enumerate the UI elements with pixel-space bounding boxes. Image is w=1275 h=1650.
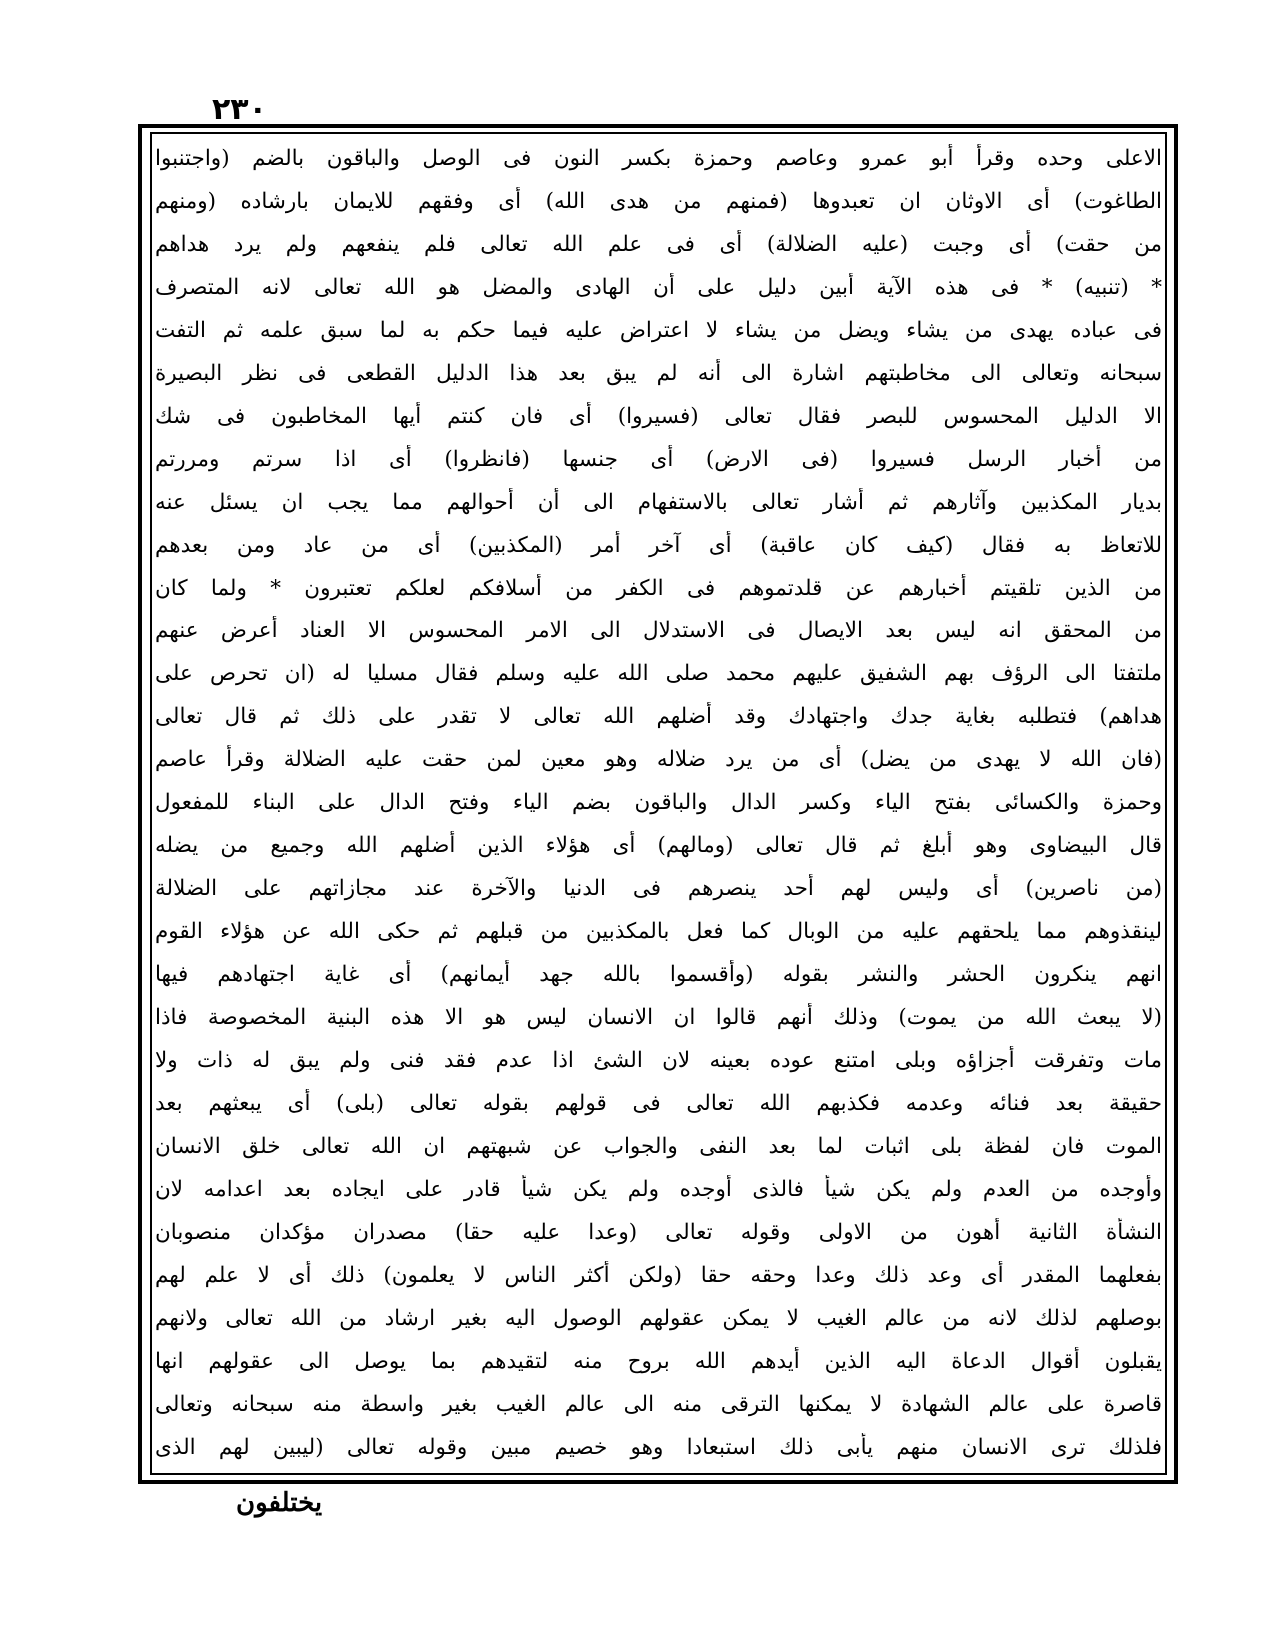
text-line: سبحانه وتعالى الى مخاطبتهم اشارة الى أنه لم يبق بعد هذا الدليل القطعى فى نظر البصيرة [155,360,1162,386]
text-line: النشأة الثانية أهون من الاولى وقوله تعالى (وعدا عليه حقا) مصدران مؤكدان منصوبان [155,1219,1162,1245]
text-line: (فان الله لا يهدى من يضل) أى من يرد ضلاله وهو معين لمن حقت عليه الضلالة وقرأ عاصم [155,747,1162,773]
text-line: حقيقة بعد فنائه وعدمه فكذبهم الله تعالى فى قولهم بقوله تعالى (بلى) أى يبعثهم بعد [155,1090,1162,1116]
text-line: الموت فان لفظة بلى اثبات لما بعد النفى والجواب عن شبهتهم ان الله تعالى خلق الانسان [155,1133,1162,1159]
catchword: يختلفون [236,1488,323,1518]
text-line: يقبلون أقوال الدعاة اليه الذين أيدهم الله بروح منه لتقيدهم بما يوصل الى عقولهم انها [155,1348,1162,1374]
text-line: انهم ينكرون الحشر والنشر بقوله (وأقسموا بالله جهد أيمانهم) أى غاية اجتهادهم فيها [155,962,1162,988]
text-line: قاصرة على عالم الشهادة لا يمكنها الترقى منه الى عالم الغيب بغير واسطة منه سبحانه وتعالى [155,1391,1162,1417]
main-text-block [155,142,1162,1467]
text-line: هداهم) فتطلبه بغاية جدك واجتهادك وقد أضلهم الله تعالى لا تقدر على ذلك ثم قال تعالى [155,704,1162,730]
text-line: ملتفتا الى الرؤف بهم الشفيق عليهم محمد صلى الله عليه وسلم فقال مسليا له (ان تحرص على [155,661,1162,687]
text-line: من أخبار الرسل فسيروا (فى الارض) أى جنسها (فانظروا) أى اذا سرتم ومررتم [155,446,1162,472]
text-line: بوصلهم لذلك لانه من عالم الغيب لا يمكن عقولهم الوصول اليه بغير ارشاد من الله تعالى ولانهم [155,1305,1162,1331]
text-line: بفعلهما المقدر أى وعد ذلك وعدا وحقه حقا (ولكن أكثر الناس لا يعلمون) ذلك أى لا علم لهم [155,1262,1162,1288]
text-line: وحمزة والكسائى بفتح الياء وكسر الدال والباقون بضم الياء وفتح الدال على البناء للمفعول [155,790,1162,816]
text-line: من حقت) أى وجبت (عليه الضلالة) أى فى علم الله تعالى فلم ينفعهم ولم يرد هداهم [155,231,1162,257]
text-line: من الذين تلقيتم أخبارهم عن قلدتموهم فى الكفر من أسلافكم لعلكم تعتبرون * ولما كان [155,575,1162,601]
text-line: فى عباده يهدى من يشاء ويضل من يشاء لا اعتراض عليه فيما حكم به لما سبق علمه ثم التفت [155,317,1162,343]
text-line: مات وتفرقت أجزاؤه وبلى امتنع عوده بعينه لان الشئ اذا عدم فقد فنى ولم يبق له ذات ولا [155,1048,1162,1074]
text-line: للاتعاظ به فقال (كيف كان عاقبة) أى آخر أمر (المكذبين) أى من عاد ومن بعدهم [155,532,1162,558]
text-line: بديار المكذبين وآثارهم ثم أشار تعالى بالاستفهام الى أن أحوالهم مما يجب ان يسئل عنه [155,489,1162,515]
text-line: لينقذوهم مما يلحقهم عليه من الوبال كما فعل بالمكذبين من قبلهم ثم حكى الله عن هؤلاء القوم [155,919,1162,945]
text-line: * (تنبيه) * فى هذه الآية أبين دليل على أن الهادى والمضل هو الله تعالى لانه المتصرف [155,274,1162,300]
text-line: فلذلك ترى الانسان منهم يأبى ذلك استبعادا وهو خصيم مبين وقوله تعالى (ليبين لهم الذى [155,1434,1162,1460]
page-number: ٢٣٠ [212,92,267,127]
text-line: قال البيضاوى وهو أبلغ ثم قال تعالى (ومالهم) أى هؤلاء الذين أضلهم الله وجميع من يضله [155,833,1162,859]
text-line: الا الدليل المحسوس للبصر فقال تعالى (فسيروا) أى فان كنتم أيها المخاطبون فى شك [155,403,1162,429]
text-line: الاعلى وحده وقرأ أبو عمرو وعاصم وحمزة بكسر النون فى الوصل والباقون بالضم (واجتنبوا [155,146,1162,171]
text-line: وأوجده من العدم ولم يكن شيأ فالذى أوجده ولم يكن شيأ قادر على ايجاده بعد اعدامه لان [155,1176,1162,1202]
text-line: (من ناصرين) أى وليس لهم أحد ينصرهم فى الدنيا والآخرة عند مجازاتهم على الضلالة [155,876,1162,902]
text-line: (لا يبعث الله من يموت) وذلك أنهم قالوا ان الانسان ليس هو الا هذه البنية المخصوصة فاذا [155,1005,1162,1031]
text-line: الطاغوت) أى الاوثان ان تعبدوها (فمنهم من هدى الله) أى وفقهم للايمان بارشاده (ومنهم [155,188,1162,214]
text-line: من المحقق انه ليس بعد الايصال فى الاستدلال الى الامر المحسوس الا العناد أعرض عنهم [155,618,1162,644]
